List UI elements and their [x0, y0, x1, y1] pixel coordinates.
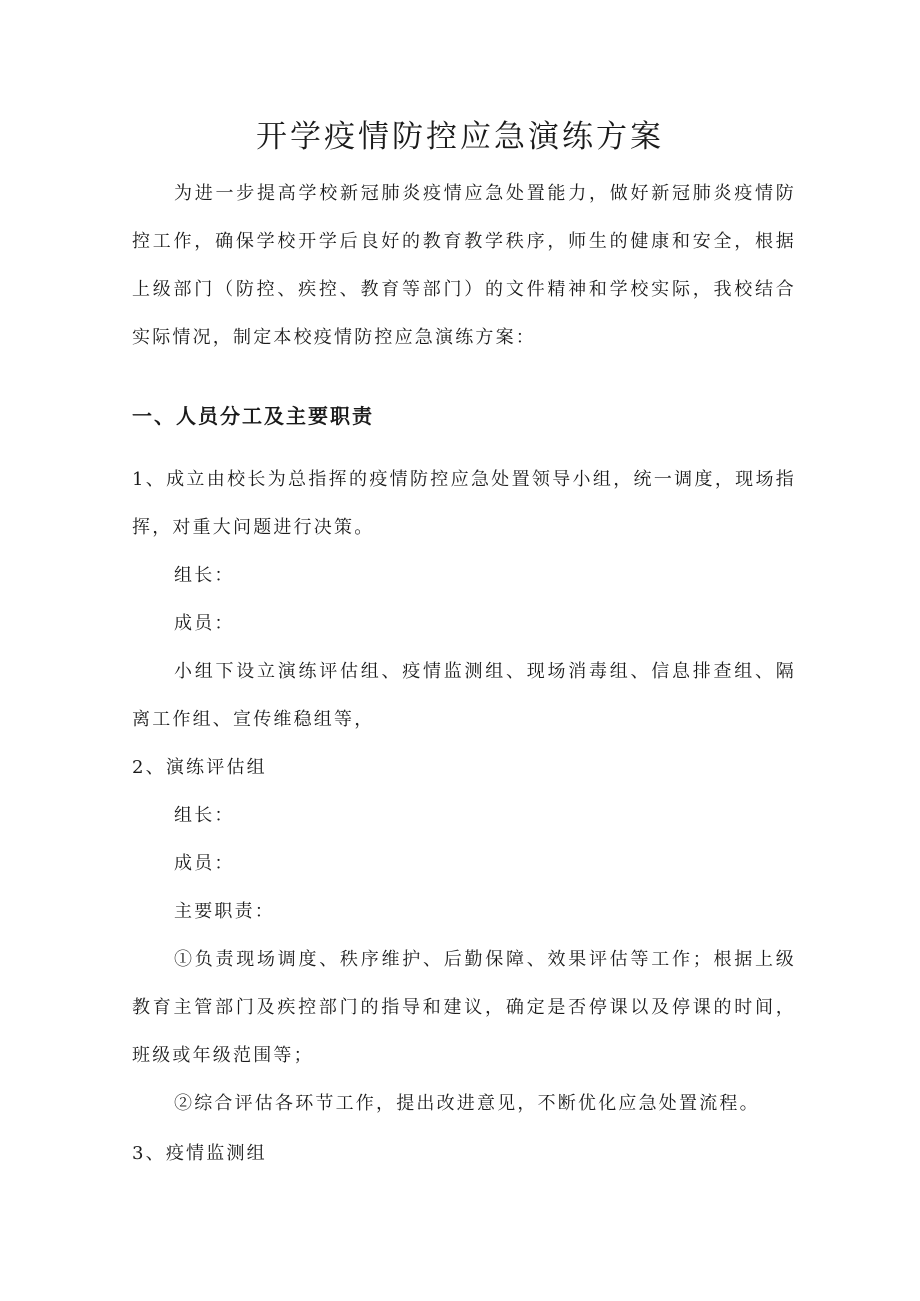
item-2-duties-label: 主要职责： [174, 901, 275, 922]
item-2-evaluation-group: 2、演练评估组 [132, 757, 267, 778]
intro-paragraph: 为进一步提高学校新冠肺炎疫情应急处置能力，做好新冠肺炎疫情防控工作，确保学校开学后良好的教育教学秩序，师生的健康和安全，根据上级部门（防控、疾控、教育等部门）的文件精神和学校实际，我校结合实际情况，制定本校疫情防控应急演练方案： [132, 183, 796, 348]
item-2-duty-2: ②综合评估各环节工作，提出改进意见，不断优化应急处置流程。 [174, 1093, 760, 1114]
item-2-duty-1: ①负责现场调度、秩序维护、后勤保障、效果评估等工作；根据上级教育主管部门及疾控部门的指导和建议，确定是否停课以及停课的时间，班级或年级范围等； [132, 949, 796, 1066]
item-3-monitoring-group: 3、疫情监测组 [132, 1143, 267, 1164]
document-title: 开学疫情防控应急演练方案 [256, 119, 664, 155]
section-heading-personnel: 一、人员分工及主要职责 [132, 404, 374, 428]
item-1-leadership-group: 1、成立由校长为总指挥的疫情防控应急处置领导小组，统一调度，现场指挥，对重大问题进行决策。 [132, 469, 796, 538]
item-2-members-line: 成员： [174, 853, 235, 874]
item-1-members-line: 成员： [174, 613, 235, 634]
item-2-leader-line: 组长： [174, 805, 235, 826]
item-1-subgroups-paragraph: 小组下设立演练评估组、疫情监测组、现场消毒组、信息排查组、隔离工作组、宣传维稳组等， [132, 661, 796, 730]
item-1-leader-line: 组长： [174, 565, 235, 586]
